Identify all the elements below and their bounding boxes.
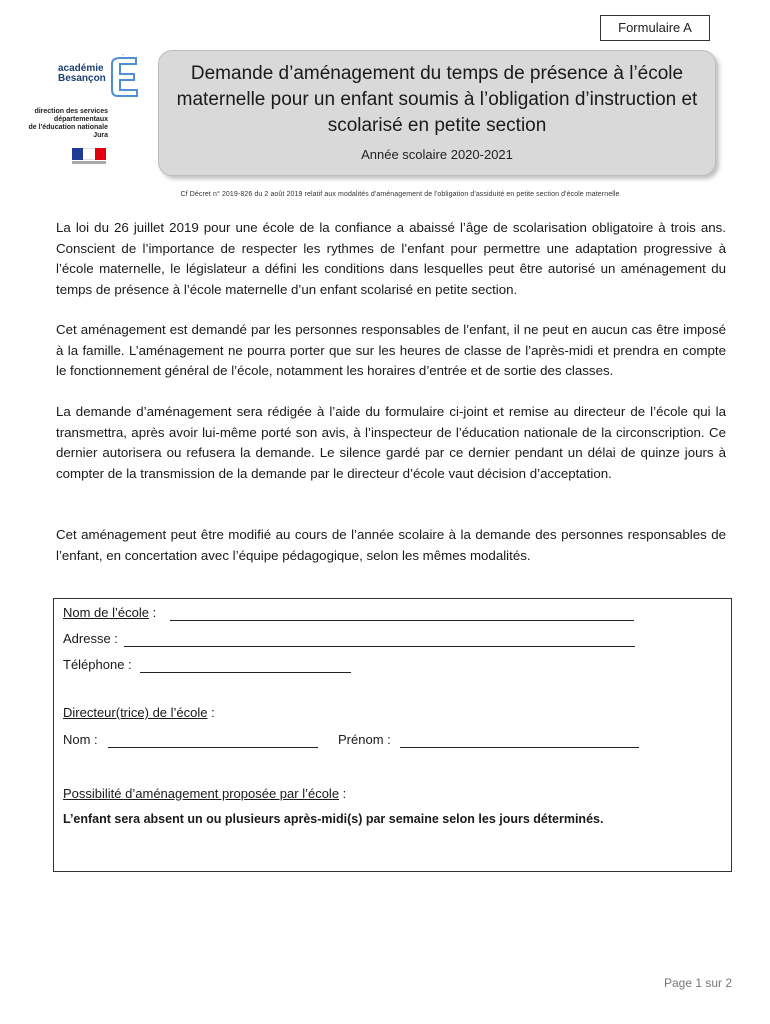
phone-label: Téléphone : (63, 657, 132, 672)
phone-field[interactable] (140, 672, 351, 673)
decree-reference: Cf Décret n° 2019-826 du 2 août 2019 relatif aux modalités d'aménagement de l'obligation d'assiduité en petite section d'école maternelle (180, 191, 620, 198)
page-title: Demande d’aménagement du temps de présence à l’école maternelle pour un enfant soumis à l’obligation d’instruction et scolarisé en petite section (176, 63, 698, 136)
french-flag-icon (72, 148, 106, 160)
first-name-field[interactable] (400, 747, 639, 748)
possibility-label (63, 786, 346, 801)
logo-besancon-text: Besançon (58, 73, 106, 84)
last-name-field[interactable] (108, 747, 318, 748)
school-form-box (53, 598, 732, 872)
address-label: Adresse : (63, 631, 118, 646)
last-name-label: Nom : (63, 732, 98, 747)
logo-service-line: départementaux (53, 116, 108, 123)
absence-statement: L’enfant sera absent un ou plusieurs après-midi(s) par semaine selon les jours déterminés. (63, 812, 604, 826)
form-label-box: Formulaire A (600, 15, 710, 41)
paragraph: La loi du 26 juillet 2019 pour une école de la confiance a abaissé l’âge de scolarisation obligatoire à trois ans. Conscient de l’importance de respecter les rythmes de l’enfant pour permettre une adaptation progressive à l’école maternelle, le législateur a défini les conditions dans lesquelles peut être autorisé un aménagement du temps de présence à l’école maternelle d’un enfant scolarisé en petite section. (56, 220, 726, 297)
logo-service-line: de l'éducation nationale (28, 124, 108, 131)
logo-service-line: Jura (93, 132, 108, 139)
director-label-text: Directeur(trice) de l’école (63, 705, 208, 720)
school-name-label-text: Nom de l’école (63, 605, 149, 620)
logo-service-line: direction des services (34, 108, 108, 115)
academie-logo (28, 52, 150, 170)
paragraph: La demande d’aménagement sera rédigée à l’aide du formulaire ci-joint et remise au directeur de l’école qui la transmettra, après avoir lui-même porté son avis, à l’inspecteur de l’éducation nationale de la circonscription. Ce dernier autorisera ou refusera la demande. Le silence gardé par ce dernier pendant un délai de quinze jours à compter de la transmission de la demande par le directeur d’école vaut décision d’acceptation. (56, 404, 726, 481)
paragraph: Cet aménagement peut être modifié au cours de l’année scolaire à la demande des personnes responsables de l’enfant, en concertation avec l’équipe pédagogique, selon les mêmes modalités. (56, 527, 726, 563)
colon: : (207, 705, 215, 720)
colon: : (149, 605, 157, 620)
title-box (158, 50, 716, 176)
logo-service-text (28, 108, 108, 140)
address-field[interactable] (124, 646, 635, 647)
logo-academie-text: académie (58, 63, 104, 74)
colon: : (339, 786, 347, 801)
logo-e-icon (106, 54, 142, 98)
director-label (63, 705, 215, 720)
school-name-label (63, 605, 156, 620)
possibility-label-text: Possibilité d’aménagement proposée par l’école (63, 786, 340, 801)
paragraph: Cet aménagement est demandé par les personnes responsables de l’enfant, il ne peut en aucun cas être imposé à la famille. L’aménagement ne pourra porter que sur les heures de classe de l’après-midi et prendra en compte le fonctionnement général de l’école, notamment les horaires d’entrée et de sortie des classes. (56, 322, 726, 378)
page-number: Page 1 sur 2 (664, 976, 733, 990)
school-year: Année scolaire 2020-2021 (361, 147, 513, 162)
first-name-label: Prénom : (338, 732, 391, 747)
republique-francaise-mark (72, 161, 106, 164)
school-name-field[interactable] (170, 620, 634, 621)
